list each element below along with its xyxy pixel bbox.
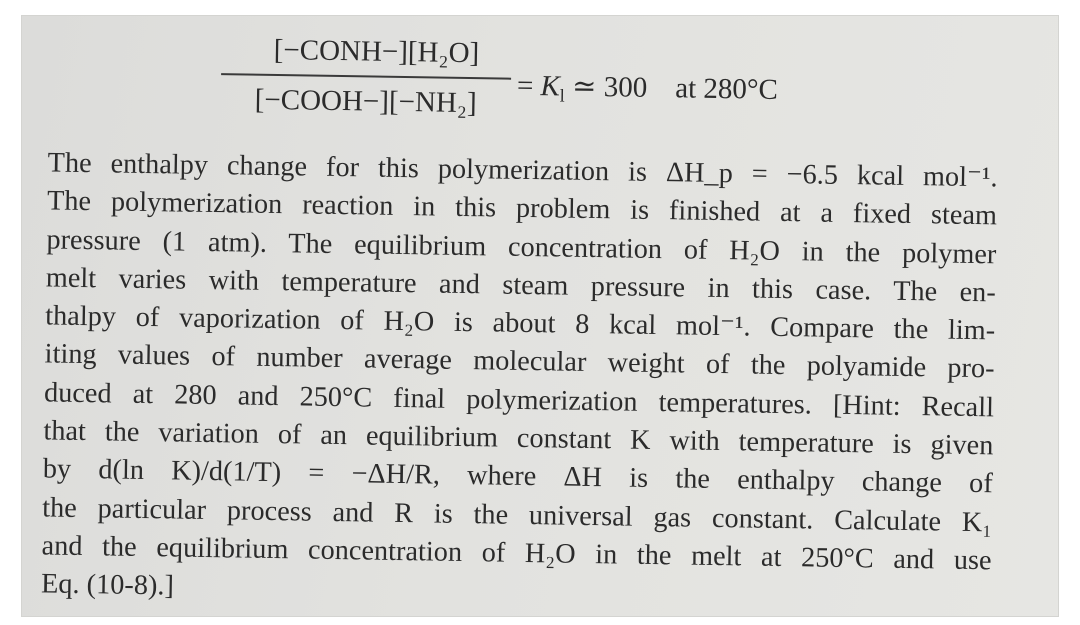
problem-text bbox=[41, 144, 998, 616]
text-line: duced at 280 and 250°C final polymerization temperatures. [Hint: Recall bbox=[43, 377, 995, 424]
text-line: and the equilibrium concentration of H₂O in the melt at 250°C and use bbox=[41, 530, 992, 577]
text-line: by d(ln K)/d(1/T) = −ΔH/R, where ΔH is the enthalpy change of bbox=[42, 453, 994, 500]
text-line: iting values of number average molecular weight of the polyamide pro- bbox=[44, 338, 995, 385]
textbook-photo bbox=[22, 16, 1058, 616]
text-line: The polymerization reaction in this problem is finished at a fixed steam bbox=[46, 185, 998, 232]
equation-fraction bbox=[220, 31, 511, 122]
text-line: Eq. (10-8).] bbox=[40, 568, 175, 602]
equation-condition: at 280°C bbox=[674, 72, 779, 106]
text-line: The enthalpy change for this polymerization is ΔH_p = −6.5 kcal mol⁻¹. bbox=[47, 147, 998, 194]
text-line: that the variation of an equilibrium constant K with temperature is given bbox=[43, 415, 994, 462]
textbook-page bbox=[22, 16, 1058, 616]
text-line: the particular process and R is the universal gas constant. Calculate K₁ bbox=[42, 492, 993, 538]
approx-sign: ≃ bbox=[571, 70, 597, 104]
text-line: melt varies with temperature and steam pressure in this case. The en- bbox=[45, 262, 997, 309]
equation-right-side bbox=[517, 66, 779, 110]
equation-denominator: [−COOH−][−NH₂] bbox=[254, 83, 477, 120]
equation-numerator: [−CONH−][H₂O] bbox=[273, 33, 480, 70]
equilibrium-constant-value: 300 bbox=[603, 71, 648, 104]
equals-sign: = bbox=[516, 69, 534, 103]
equilibrium-constant-symbol: $K_l$ bbox=[540, 70, 565, 106]
text-line: thalpy of vaporization of H₂O is about 8 kcal mol⁻¹. Compare the lim- bbox=[45, 300, 996, 347]
equilibrium-equation bbox=[220, 31, 861, 141]
text-line: pressure (1 atm). The equilibrium concentration of H₂O in the polymer bbox=[46, 224, 997, 270]
fraction-bar bbox=[221, 73, 511, 80]
